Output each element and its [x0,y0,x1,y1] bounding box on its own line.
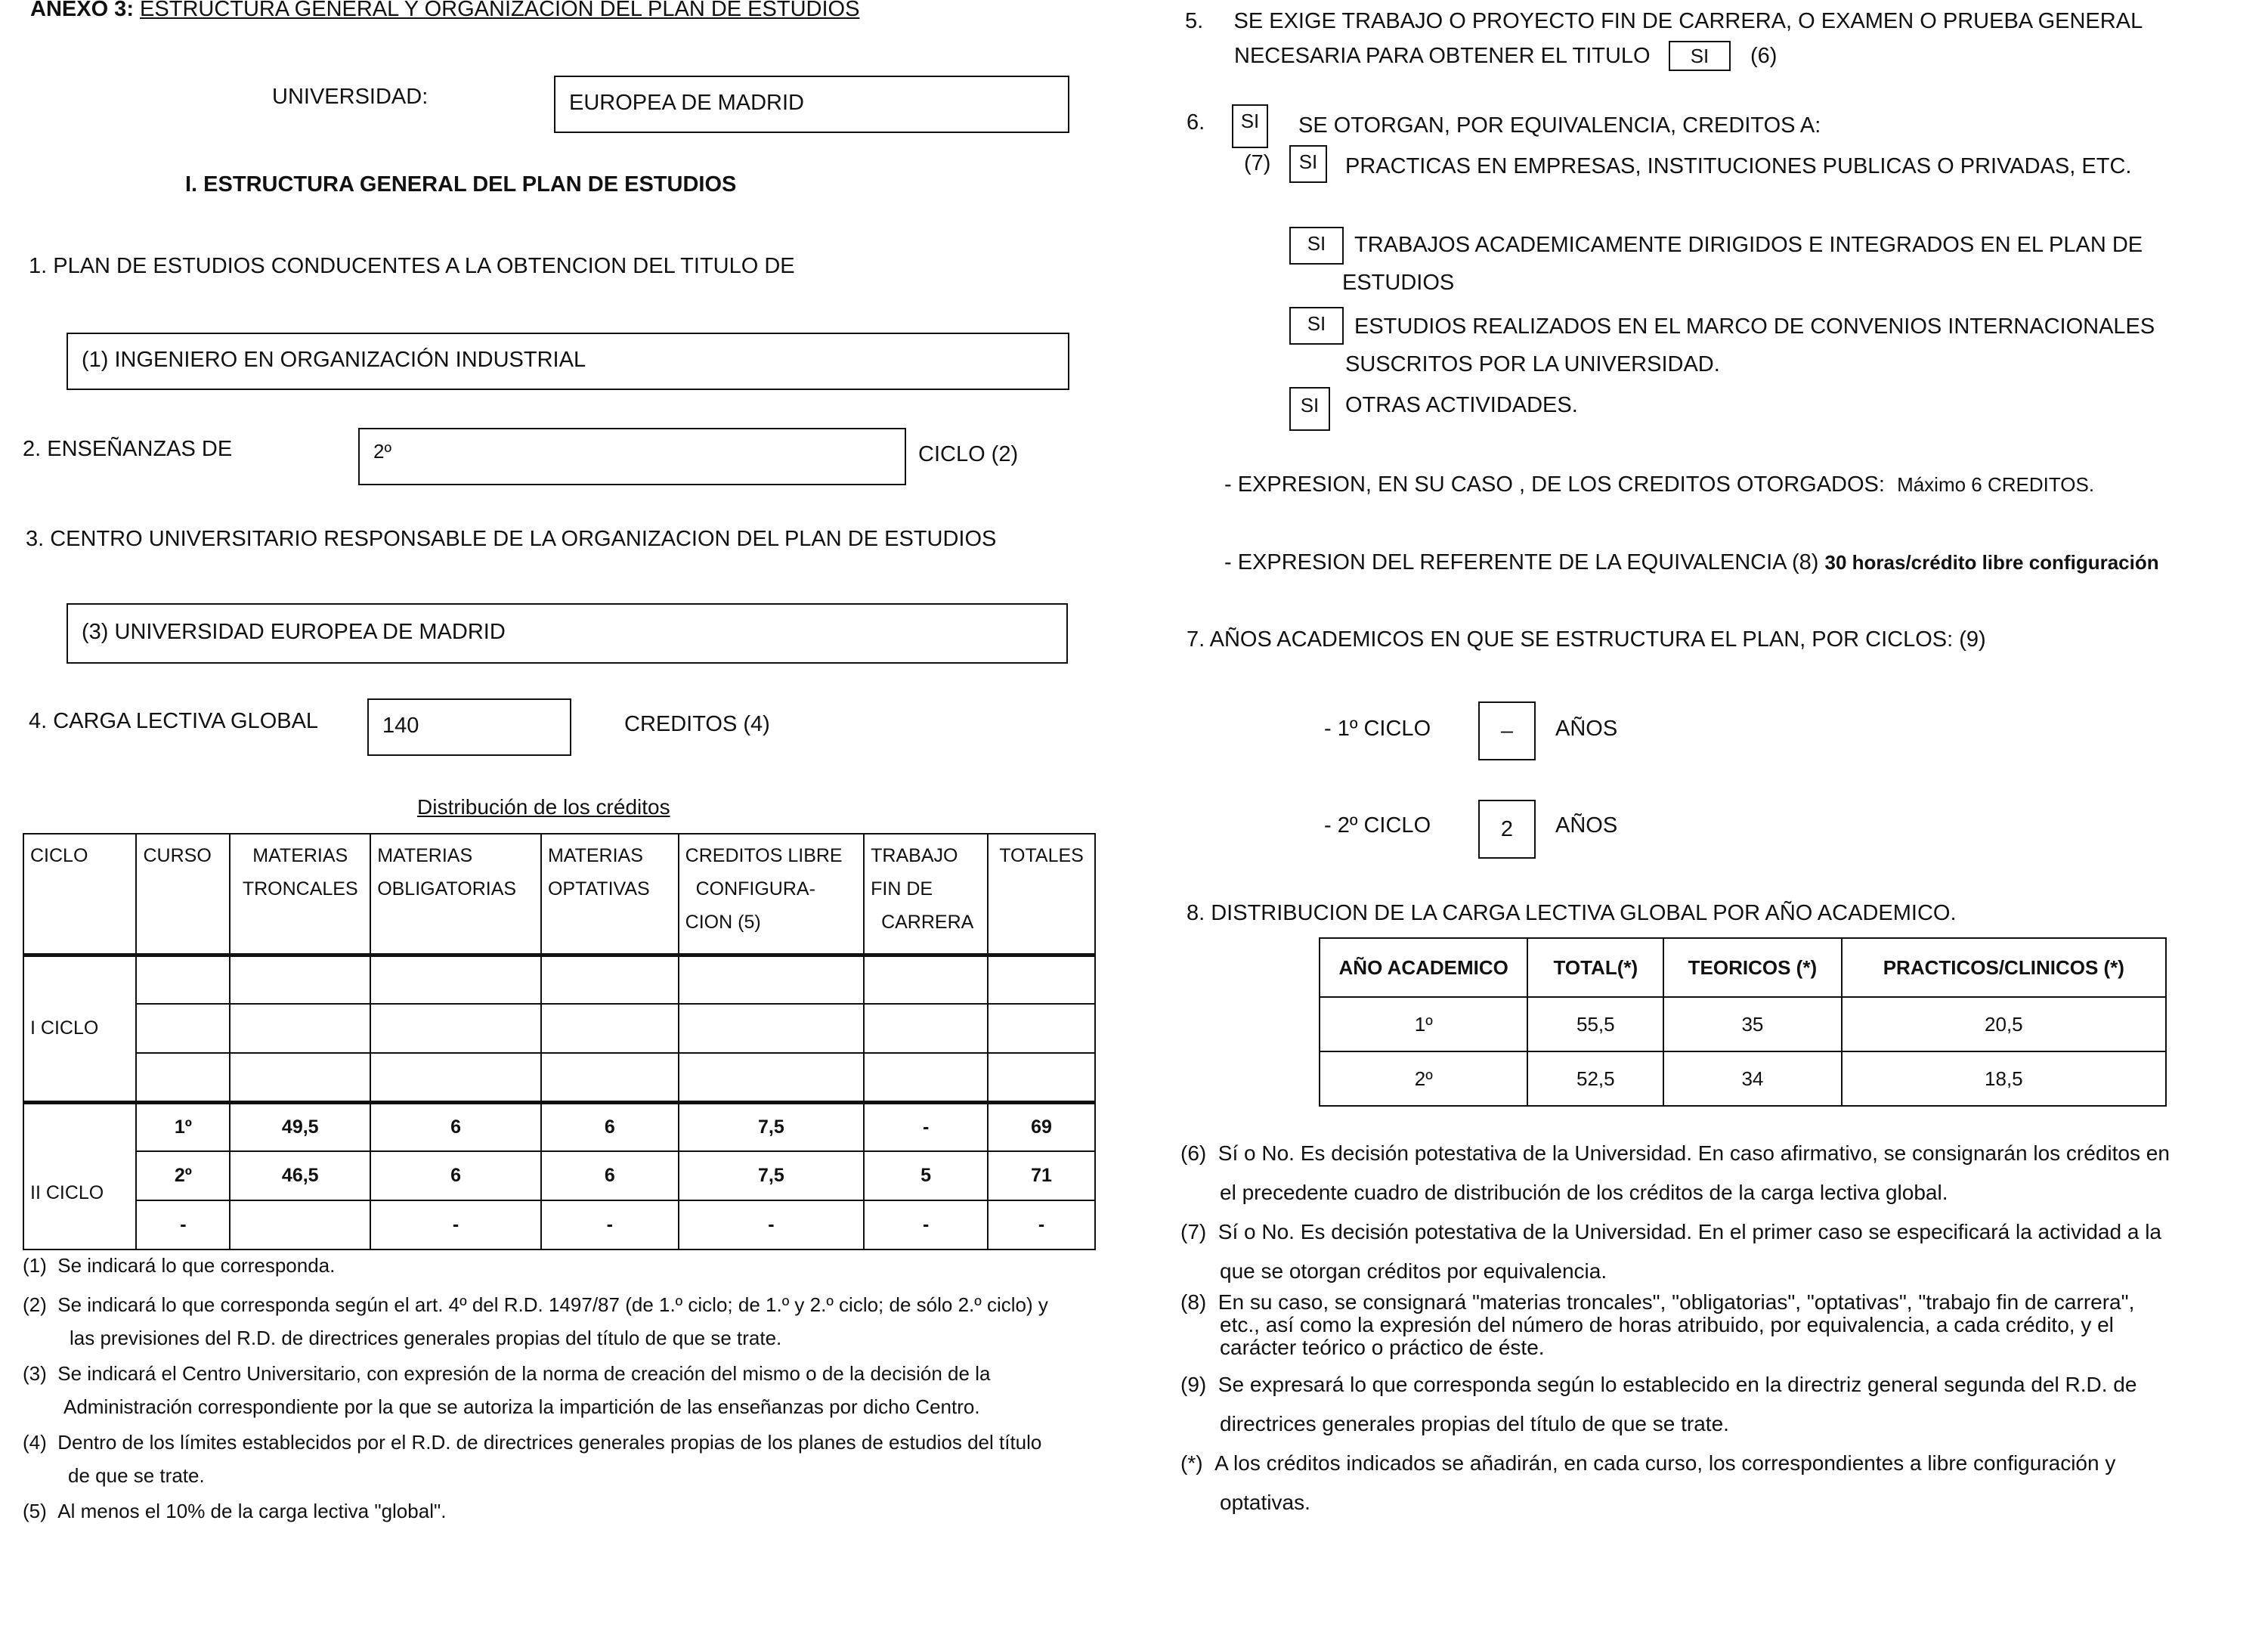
annex-heading [30,0,859,22]
cell-optativas: 6 [541,1151,679,1200]
cell-totales: 71 [988,1151,1095,1200]
ciclo1-row [23,1004,1095,1053]
carga-header-teoricos: TEORICOS (*) [1663,938,1842,997]
footnote-1: (1) Se indicará lo que corresponda. [23,1254,336,1277]
table-row [23,1102,1095,1151]
item7-ciclo2-label: - 2º CICLO [1324,813,1431,838]
header-trabajo: TRABAJO FIN DE CARRERA [864,834,988,955]
item2-label: 2. ENSEÑANZAS DE [23,437,233,461]
annex-title: ESTRUCTURA GENERAL Y ORGANIZACION DEL PLAN DE ESTUDIOS [140,0,860,21]
cell-optativas: - [541,1200,679,1249]
university-label: UNIVERSIDAD: [272,85,429,109]
cell-totales: - [988,1200,1095,1249]
carga-header-anio: AÑO ACADEMICO [1320,938,1527,997]
ciclo1-row [23,955,1095,1004]
table-row [1320,1051,2166,1106]
footnote-3: (3) Se indicará el Centro Universitario, con expresión de la norma de creación del mismo o de la decisión de la Administración correspondiente por la que se autoriza la impartición de las enseñanzas por dicho Centro. [23,1362,991,1418]
university-value: EUROPEA DE MADRID [569,91,804,115]
cell-teoricos: 35 [1663,997,1842,1051]
university-field [554,76,1069,133]
item6-sub4-si-box: SI [1289,387,1330,431]
cell-troncales: 46,5 [230,1151,370,1200]
cell-trabajo: - [864,1200,988,1249]
header-totales: TOTALES [988,834,1095,955]
item3-label: 3. CENTRO UNIVERSITARIO RESPONSABLE DE LA ORGANIZACION DEL PLAN DE ESTUDIOS [26,527,997,551]
cell-curso: 2º [136,1151,230,1200]
cell-anio: 2º [1320,1051,1527,1106]
item6-sub1-prefix: (7) [1244,151,1271,175]
item5-line1: 5. SE EXIGE TRABAJO O PROYECTO FIN DE CARRERA, O EXAMEN O PRUEBA GENERAL [1185,9,2143,33]
header-obligatorias: MATERIAS OBLIGATORIAS [370,834,541,955]
cell-obligatorias: - [370,1200,541,1249]
cell-obligatorias: 6 [370,1102,541,1151]
item6-sub1-text: PRACTICAS EN EMPRESAS, INSTITUCIONES PUBLICAS O PRIVADAS, ETC. [1345,154,2132,178]
cell-troncales: 49,5 [230,1102,370,1151]
carga-table [1319,937,2167,1107]
item7-ciclo1-units: AÑOS [1555,717,1618,741]
item6-expr2: - EXPRESION DEL REFERENTE DE LA EQUIVALENCIA (8) 30 horas/crédito libre configuración [1224,550,2159,574]
item4-field [367,698,571,756]
cell-libre: 7,5 [679,1151,864,1200]
footnote-7: (7) Sí o No. Es decisión potestativa de la Universidad. En el primer caso se especificará la actividad a la que se otorgan créditos por equivalencia. [1180,1220,2161,1283]
carga-header-total: TOTAL(*) [1527,938,1663,997]
item8-label: 8. DISTRIBUCION DE LA CARGA LECTIVA GLOBAL POR AÑO ACADEMICO. [1187,901,1957,925]
header-libre: CREDITOS LIBRE CONFIGURA- CION (5) [679,834,864,955]
footnote-asterisk: (*) A los créditos indicados se añadirán, en cada curso, los correspondientes a libre configuración y optativas. [1180,1451,2116,1514]
item2-value: 2º [373,440,391,463]
cell-total: 52,5 [1527,1051,1663,1106]
item6-sub2-line1: TRABAJOS ACADEMICAMENTE DIRIGIDOS E INTEGRADOS EN EL PLAN DE [1354,233,2143,257]
item6-si-box: SI [1232,104,1268,148]
item3-value: (3) UNIVERSIDAD EUROPEA DE MADRID [82,620,506,644]
item1-value: (1) INGENIERO EN ORGANIZACIÓN INDUSTRIAL [82,348,586,372]
cell-totales: 69 [988,1102,1095,1151]
item6-label: SE OTORGAN, POR EQUIVALENCIA, CREDITOS A: [1298,113,1821,138]
item6-sub3-line1: ESTUDIOS REALIZADOS EN EL MARCO DE CONVENIOS INTERNACIONALES [1354,314,2155,339]
cell-teoricos: 34 [1663,1051,1842,1106]
item4-label: 4. CARGA LECTIVA GLOBAL [29,709,319,733]
item6-sub3-line2: SUSCRITOS POR LA UNIVERSIDAD. [1345,352,1720,376]
item5-line2: NECESARIA PARA OBTENER EL TITULO [1234,44,1651,68]
footnote-4: (4) Dentro de los límites establecidos por el R.D. de directrices generales propias de los planes de estudios del título de que se trate. [23,1431,1042,1487]
item2-field [358,428,906,485]
item1-label: 1. PLAN DE ESTUDIOS CONDUCENTES A LA OBTENCION DEL TITULO DE [29,254,795,278]
footnote-5: (5) Al menos el 10% de la carga lectiva "global". [23,1500,447,1522]
table-row [23,1151,1095,1200]
item6-sub2-si-box: SI [1289,227,1344,265]
cell-curso: 1º [136,1102,230,1151]
item7-label: 7. AÑOS ACADEMICOS EN QUE SE ESTRUCTURA EL PLAN, POR CICLOS: (9) [1187,627,1986,652]
cell-optativas: 6 [541,1102,679,1151]
item6-expr1: - EXPRESION, EN SU CASO , DE LOS CREDITOS OTORGADOS: Máximo 6 CREDITOS. [1224,472,2095,497]
footnote-9: (9) Se expresará lo que corresponda según lo establecido en la directriz general segunda del R.D. de directrices generales propias del título de que se trate. [1180,1373,2137,1435]
cell-trabajo: 5 [864,1151,988,1200]
footnote-6: (6) Sí o No. Es decisión potestativa de la Universidad. En caso afirmativo, se consignarán los créditos en el precedente cuadro de distribución de los créditos de la carga lectiva global. [1180,1141,2170,1204]
footnote-8: (8) En su caso, se consignará "materias troncales", "obligatorias", "optativas", "trabajo fin de carrera", etc., así como la expresión del número de horas atribuido, por equivalencia, a cada crédito, y el carácter teórico o práctico de éste. [1180,1290,2135,1359]
cell-practicos: 20,5 [1842,997,2166,1051]
item2-suffix: CICLO (2) [918,442,1019,466]
item7-ciclo2-units: AÑOS [1555,813,1618,838]
carga-header-practicos: PRACTICOS/CLINICOS (*) [1842,938,2166,997]
header-troncales: MATERIAS TRONCALES [230,834,370,955]
item1-field [67,333,1069,390]
section-title: I. ESTRUCTURA GENERAL DEL PLAN DE ESTUDIOS [185,172,737,197]
ciclo2-label: II CICLO [23,1102,136,1249]
distribution-table [23,833,1096,1250]
table-row [1320,997,2166,1051]
item6-sub3-si-box: SI [1289,307,1344,345]
table-row [23,1200,1095,1249]
item4-value: 140 [382,714,419,738]
cell-libre: 7,5 [679,1102,864,1151]
header-curso: CURSO [136,834,230,955]
cell-curso: - [136,1200,230,1249]
item7-ciclo2-box: 2 [1478,800,1536,859]
header-optativas: MATERIAS OPTATIVAS [541,834,679,955]
cell-anio: 1º [1320,997,1527,1051]
carga-header-row [1320,938,2166,997]
cell-practicos: 18,5 [1842,1051,2166,1106]
cell-total: 55,5 [1527,997,1663,1051]
item7-ciclo1-label: - 1º CICLO [1324,717,1431,741]
annex-label: ANEXO 3: [30,0,134,21]
cell-obligatorias: 6 [370,1151,541,1200]
header-ciclo: CICLO [23,834,136,955]
item5-note: (6) [1750,44,1778,68]
cell-libre: - [679,1200,864,1249]
footnote-2: (2) Se indicará lo que corresponda según el art. 4º del R.D. 1497/87 (de 1.º ciclo; de 1.º y 2.º ciclo; de sólo 2.º ciclo) y las previsiones del R.D. de directrices generales propias del título de que se trate. [23,1293,1048,1349]
item6-num: 6. [1187,110,1205,135]
item4-suffix: CREDITOS (4) [624,712,770,736]
cell-trabajo: - [864,1102,988,1151]
item3-field [67,603,1068,664]
item5-si-box: SI [1669,41,1731,71]
distribution-title: Distribución de los créditos [417,795,670,819]
item6-sub1-si-box: SI [1289,145,1327,183]
ciclo1-row [23,1053,1095,1102]
ciclo1-label: I CICLO [23,955,136,1102]
distribution-header-row [23,834,1095,955]
item7-ciclo1-box: – [1478,701,1536,760]
item6-sub4-text: OTRAS ACTIVIDADES. [1345,393,1578,417]
item6-sub2-line2: ESTUDIOS [1342,271,1455,295]
cell-troncales [230,1200,370,1249]
